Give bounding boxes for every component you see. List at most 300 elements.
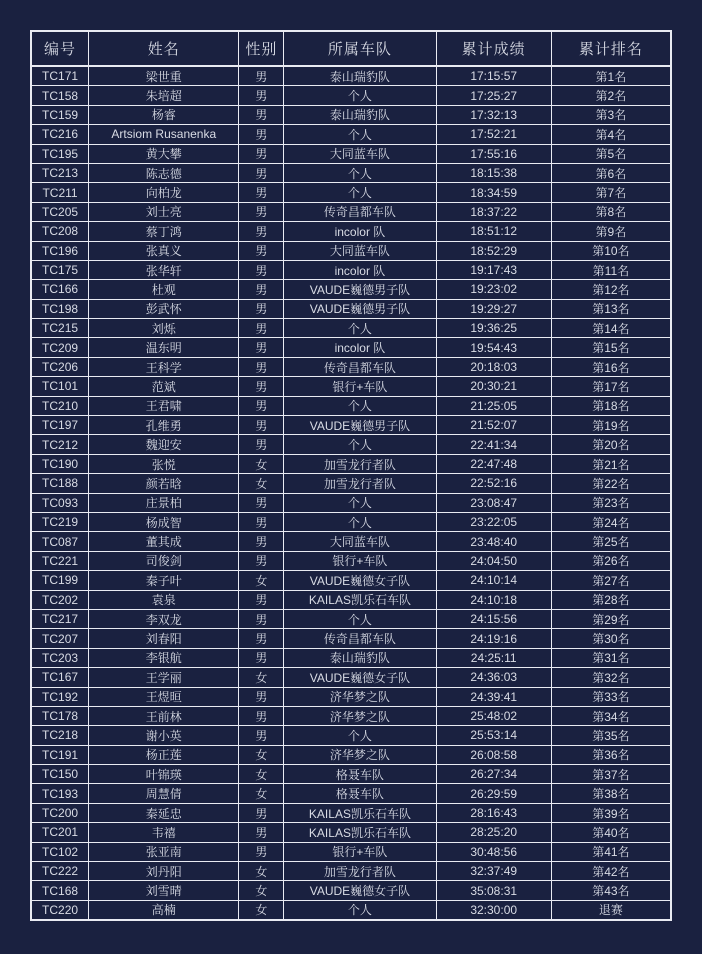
- cell-team: 泰山瑞豹队: [284, 648, 436, 667]
- col-header-team: 所属车队: [284, 31, 436, 66]
- table-row: [31, 803, 671, 822]
- table-row: [31, 629, 671, 648]
- cell-name: 刘士亮: [89, 202, 239, 221]
- cell-gender: 男: [239, 435, 284, 454]
- cell-id: TC211: [31, 183, 89, 202]
- cell-gender: 男: [239, 609, 284, 628]
- cell-time: 22:47:48: [436, 454, 551, 473]
- cell-gender: 男: [239, 590, 284, 609]
- cell-team: 个人: [284, 319, 436, 338]
- cell-id: TC087: [31, 532, 89, 551]
- cell-rank: 第2名: [551, 86, 671, 105]
- table-row: [31, 590, 671, 609]
- cell-gender: 男: [239, 319, 284, 338]
- cell-id: TC188: [31, 474, 89, 493]
- cell-rank: 第15名: [551, 338, 671, 357]
- cell-time: 19:23:02: [436, 280, 551, 299]
- cell-time: 26:08:58: [436, 745, 551, 764]
- cell-time: 30:48:56: [436, 842, 551, 861]
- cell-time: 20:30:21: [436, 377, 551, 396]
- cell-rank: 第19名: [551, 416, 671, 435]
- cell-name: 高楠: [89, 900, 239, 920]
- table-row: [31, 416, 671, 435]
- cell-team: 个人: [284, 726, 436, 745]
- cell-time: 32:30:00: [436, 900, 551, 920]
- cell-time: 32:37:49: [436, 862, 551, 881]
- col-header-gender: 性别: [239, 31, 284, 66]
- table-row: [31, 900, 671, 920]
- cell-gender: 男: [239, 241, 284, 260]
- cell-time: 17:25:27: [436, 86, 551, 105]
- cell-name: 张悦: [89, 454, 239, 473]
- cell-team: VAUDE巍德女子队: [284, 571, 436, 590]
- table-row: [31, 338, 671, 357]
- table-row: [31, 260, 671, 279]
- cell-team: 个人: [284, 163, 436, 182]
- cell-team: 泰山瑞豹队: [284, 105, 436, 124]
- cell-team: 格聂车队: [284, 784, 436, 803]
- cell-gender: 男: [239, 532, 284, 551]
- cell-team: VAUDE巍德女子队: [284, 668, 436, 687]
- table-row: [31, 435, 671, 454]
- cell-time: 28:16:43: [436, 803, 551, 822]
- cell-gender: 男: [239, 144, 284, 163]
- cell-time: 18:15:38: [436, 163, 551, 182]
- cell-id: TC198: [31, 299, 89, 318]
- cell-time: 17:55:16: [436, 144, 551, 163]
- cell-rank: 第16名: [551, 357, 671, 376]
- cell-team: VAUDE巍德男子队: [284, 299, 436, 318]
- cell-rank: 第9名: [551, 222, 671, 241]
- cell-id: TC222: [31, 862, 89, 881]
- cell-rank: 第1名: [551, 66, 671, 86]
- cell-team: KAILAS凯乐石车队: [284, 590, 436, 609]
- cell-gender: 男: [239, 493, 284, 512]
- cell-rank: 第32名: [551, 668, 671, 687]
- cell-id: TC167: [31, 668, 89, 687]
- cell-name: 刘丹阳: [89, 862, 239, 881]
- cell-time: 24:04:50: [436, 551, 551, 570]
- cell-id: TC205: [31, 202, 89, 221]
- cell-gender: 男: [239, 396, 284, 415]
- cell-time: 25:53:14: [436, 726, 551, 745]
- cell-team: 加雪龙行者队: [284, 474, 436, 493]
- cell-gender: 女: [239, 571, 284, 590]
- table-row: [31, 241, 671, 260]
- cell-team: KAILAS凯乐石车队: [284, 803, 436, 822]
- table-row: [31, 881, 671, 900]
- cell-gender: 男: [239, 105, 284, 124]
- cell-id: TC220: [31, 900, 89, 920]
- cell-id: TC171: [31, 66, 89, 86]
- table-row: [31, 86, 671, 105]
- cell-name: 张华轩: [89, 260, 239, 279]
- cell-id: TC192: [31, 687, 89, 706]
- cell-rank: 第21名: [551, 454, 671, 473]
- cell-name: 杨成智: [89, 512, 239, 531]
- col-header-rank: 累计排名: [551, 31, 671, 66]
- cell-name: 王君啸: [89, 396, 239, 415]
- cell-rank: 退赛: [551, 900, 671, 920]
- cell-rank: 第12名: [551, 280, 671, 299]
- cell-name: 杨睿: [89, 105, 239, 124]
- cell-time: 17:32:13: [436, 105, 551, 124]
- cell-id: TC178: [31, 706, 89, 725]
- cell-rank: 第27名: [551, 571, 671, 590]
- cell-team: 加雪龙行者队: [284, 454, 436, 473]
- cell-team: 银行+车队: [284, 551, 436, 570]
- table-row: [31, 144, 671, 163]
- cell-gender: 女: [239, 454, 284, 473]
- cell-rank: 第24名: [551, 512, 671, 531]
- cell-rank: 第41名: [551, 842, 671, 861]
- cell-team: incolor 队: [284, 338, 436, 357]
- cell-name: 杜观: [89, 280, 239, 299]
- cell-id: TC150: [31, 765, 89, 784]
- cell-name: 向柏龙: [89, 183, 239, 202]
- table-row: [31, 163, 671, 182]
- cell-name: 秦延忠: [89, 803, 239, 822]
- cell-gender: 男: [239, 66, 284, 86]
- cell-id: TC216: [31, 125, 89, 144]
- cell-id: TC093: [31, 493, 89, 512]
- cell-gender: 男: [239, 706, 284, 725]
- cell-rank: 第22名: [551, 474, 671, 493]
- cell-id: TC202: [31, 590, 89, 609]
- cell-id: TC215: [31, 319, 89, 338]
- cell-time: 24:36:03: [436, 668, 551, 687]
- cell-name: 庄景柏: [89, 493, 239, 512]
- cell-rank: 第3名: [551, 105, 671, 124]
- table-row: [31, 745, 671, 764]
- cell-time: 24:10:14: [436, 571, 551, 590]
- table-row: [31, 280, 671, 299]
- cell-team: 大同蓝车队: [284, 532, 436, 551]
- cell-gender: 男: [239, 280, 284, 299]
- cell-name: 李双龙: [89, 609, 239, 628]
- cell-name: 颜若晗: [89, 474, 239, 493]
- cell-gender: 男: [239, 299, 284, 318]
- cell-rank: 第30名: [551, 629, 671, 648]
- table-row: [31, 726, 671, 745]
- cell-time: 25:48:02: [436, 706, 551, 725]
- table-row: [31, 396, 671, 415]
- results-table-header: [31, 31, 671, 66]
- cell-team: 济华梦之队: [284, 706, 436, 725]
- table-row: [31, 823, 671, 842]
- table-row: [31, 668, 671, 687]
- cell-gender: 女: [239, 862, 284, 881]
- cell-name: 杨正莲: [89, 745, 239, 764]
- cell-rank: 第11名: [551, 260, 671, 279]
- table-row: [31, 512, 671, 531]
- cell-name: 魏迎安: [89, 435, 239, 454]
- cell-name: 周慧倩: [89, 784, 239, 803]
- cell-name: 张真义: [89, 241, 239, 260]
- table-row: [31, 687, 671, 706]
- cell-name: 叶锦瑛: [89, 765, 239, 784]
- cell-gender: 男: [239, 260, 284, 279]
- table-row: [31, 648, 671, 667]
- cell-gender: 女: [239, 784, 284, 803]
- cell-time: 21:25:05: [436, 396, 551, 415]
- cell-time: 23:08:47: [436, 493, 551, 512]
- cell-id: TC210: [31, 396, 89, 415]
- table-row: [31, 299, 671, 318]
- cell-gender: 女: [239, 900, 284, 920]
- cell-team: VAUDE巍德男子队: [284, 416, 436, 435]
- cell-time: 26:27:34: [436, 765, 551, 784]
- cell-rank: 第40名: [551, 823, 671, 842]
- cell-time: 19:17:43: [436, 260, 551, 279]
- cell-id: TC206: [31, 357, 89, 376]
- cell-gender: 男: [239, 222, 284, 241]
- cell-gender: 男: [239, 86, 284, 105]
- cell-team: 银行+车队: [284, 842, 436, 861]
- cell-id: TC101: [31, 377, 89, 396]
- cell-gender: 女: [239, 745, 284, 764]
- cell-name: 司俊剑: [89, 551, 239, 570]
- cell-id: TC213: [31, 163, 89, 182]
- cell-time: 17:15:57: [436, 66, 551, 86]
- table-row: [31, 784, 671, 803]
- cell-id: TC207: [31, 629, 89, 648]
- cell-team: KAILAS凯乐石车队: [284, 823, 436, 842]
- cell-id: TC208: [31, 222, 89, 241]
- cell-name: 谢小英: [89, 726, 239, 745]
- cell-gender: 男: [239, 357, 284, 376]
- cell-rank: 第33名: [551, 687, 671, 706]
- table-row: [31, 319, 671, 338]
- cell-id: TC203: [31, 648, 89, 667]
- cell-rank: 第39名: [551, 803, 671, 822]
- cell-time: 22:41:34: [436, 435, 551, 454]
- cell-team: 大同蓝车队: [284, 241, 436, 260]
- cell-id: TC201: [31, 823, 89, 842]
- table-row: [31, 571, 671, 590]
- cell-name: 朱培超: [89, 86, 239, 105]
- cell-team: 传奇昌都车队: [284, 202, 436, 221]
- cell-rank: 第31名: [551, 648, 671, 667]
- cell-name: 黄大攀: [89, 144, 239, 163]
- cell-team: incolor 队: [284, 222, 436, 241]
- table-row: [31, 765, 671, 784]
- cell-rank: 第17名: [551, 377, 671, 396]
- cell-id: TC209: [31, 338, 89, 357]
- cell-name: 韦禧: [89, 823, 239, 842]
- cell-rank: 第5名: [551, 144, 671, 163]
- cell-id: TC217: [31, 609, 89, 628]
- cell-time: 19:36:25: [436, 319, 551, 338]
- cell-time: 35:08:31: [436, 881, 551, 900]
- cell-rank: 第8名: [551, 202, 671, 221]
- cell-time: 24:25:11: [436, 648, 551, 667]
- cell-rank: 第34名: [551, 706, 671, 725]
- cell-name: 蔡丁鸿: [89, 222, 239, 241]
- cell-id: TC175: [31, 260, 89, 279]
- cell-id: TC166: [31, 280, 89, 299]
- cell-time: 18:51:12: [436, 222, 551, 241]
- cell-rank: 第26名: [551, 551, 671, 570]
- cell-time: 24:19:16: [436, 629, 551, 648]
- cell-gender: 男: [239, 183, 284, 202]
- table-row: [31, 105, 671, 124]
- cell-time: 19:29:27: [436, 299, 551, 318]
- cell-name: 袁泉: [89, 590, 239, 609]
- cell-rank: 第38名: [551, 784, 671, 803]
- cell-name: 温东明: [89, 338, 239, 357]
- cell-name: 陈志德: [89, 163, 239, 182]
- cell-time: 19:54:43: [436, 338, 551, 357]
- table-row: [31, 706, 671, 725]
- table-row: [31, 862, 671, 881]
- cell-rank: 第10名: [551, 241, 671, 260]
- cell-time: 24:39:41: [436, 687, 551, 706]
- cell-team: 个人: [284, 183, 436, 202]
- cell-rank: 第37名: [551, 765, 671, 784]
- table-row: [31, 66, 671, 86]
- cell-rank: 第35名: [551, 726, 671, 745]
- cell-gender: 男: [239, 338, 284, 357]
- cell-name: 梁世重: [89, 66, 239, 86]
- header-row: [31, 31, 671, 66]
- cell-gender: 男: [239, 551, 284, 570]
- cell-time: 24:10:18: [436, 590, 551, 609]
- cell-time: 21:52:07: [436, 416, 551, 435]
- cell-name: 彭武怀: [89, 299, 239, 318]
- cell-gender: 男: [239, 823, 284, 842]
- cell-gender: 男: [239, 629, 284, 648]
- cell-time: 18:37:22: [436, 202, 551, 221]
- table-row: [31, 125, 671, 144]
- cell-time: 22:52:16: [436, 474, 551, 493]
- cell-gender: 男: [239, 163, 284, 182]
- cell-team: VAUDE巍德男子队: [284, 280, 436, 299]
- cell-time: 28:25:20: [436, 823, 551, 842]
- cell-team: 格聂车队: [284, 765, 436, 784]
- table-row: [31, 377, 671, 396]
- cell-name: 王科学: [89, 357, 239, 376]
- cell-rank: 第28名: [551, 590, 671, 609]
- cell-rank: 第29名: [551, 609, 671, 628]
- cell-name: 王煜晅: [89, 687, 239, 706]
- cell-team: 加雪龙行者队: [284, 862, 436, 881]
- col-header-name: 姓名: [89, 31, 239, 66]
- cell-gender: 女: [239, 765, 284, 784]
- cell-rank: 第20名: [551, 435, 671, 454]
- cell-gender: 男: [239, 125, 284, 144]
- cell-time: 26:29:59: [436, 784, 551, 803]
- cell-id: TC199: [31, 571, 89, 590]
- cell-id: TC158: [31, 86, 89, 105]
- cell-gender: 女: [239, 474, 284, 493]
- cell-id: TC195: [31, 144, 89, 163]
- table-row: [31, 493, 671, 512]
- cell-team: 个人: [284, 86, 436, 105]
- results-table: [30, 30, 672, 921]
- cell-gender: 男: [239, 202, 284, 221]
- cell-name: 范斌: [89, 377, 239, 396]
- cell-id: TC193: [31, 784, 89, 803]
- results-table-body: [31, 66, 671, 920]
- cell-team: 个人: [284, 512, 436, 531]
- table-row: [31, 551, 671, 570]
- cell-team: 银行+车队: [284, 377, 436, 396]
- cell-team: 大同蓝车队: [284, 144, 436, 163]
- cell-name: 王学丽: [89, 668, 239, 687]
- cell-id: TC159: [31, 105, 89, 124]
- table-row: [31, 202, 671, 221]
- cell-gender: 男: [239, 512, 284, 531]
- table-row: [31, 532, 671, 551]
- cell-time: 18:52:29: [436, 241, 551, 260]
- cell-rank: 第43名: [551, 881, 671, 900]
- cell-team: incolor 队: [284, 260, 436, 279]
- cell-rank: 第23名: [551, 493, 671, 512]
- cell-rank: 第13名: [551, 299, 671, 318]
- cell-team: 个人: [284, 493, 436, 512]
- cell-id: TC219: [31, 512, 89, 531]
- cell-team: 个人: [284, 900, 436, 920]
- cell-gender: 男: [239, 803, 284, 822]
- cell-rank: 第42名: [551, 862, 671, 881]
- cell-team: 个人: [284, 609, 436, 628]
- table-row: [31, 474, 671, 493]
- cell-name: 秦子叶: [89, 571, 239, 590]
- cell-id: TC197: [31, 416, 89, 435]
- table-row: [31, 222, 671, 241]
- cell-name: 刘雪晴: [89, 881, 239, 900]
- cell-gender: 女: [239, 881, 284, 900]
- cell-team: 个人: [284, 396, 436, 415]
- table-row: [31, 357, 671, 376]
- cell-team: 传奇昌都车队: [284, 629, 436, 648]
- table-row: [31, 454, 671, 473]
- cell-id: TC196: [31, 241, 89, 260]
- cell-id: TC168: [31, 881, 89, 900]
- cell-team: VAUDE巍德女子队: [284, 881, 436, 900]
- cell-team: 个人: [284, 435, 436, 454]
- cell-team: 济华梦之队: [284, 687, 436, 706]
- cell-id: TC200: [31, 803, 89, 822]
- cell-name: 王前林: [89, 706, 239, 725]
- cell-team: 泰山瑞豹队: [284, 66, 436, 86]
- cell-id: TC218: [31, 726, 89, 745]
- cell-id: TC221: [31, 551, 89, 570]
- cell-name: 张亚南: [89, 842, 239, 861]
- table-row: [31, 609, 671, 628]
- cell-time: 17:52:21: [436, 125, 551, 144]
- cell-name: 李银航: [89, 648, 239, 667]
- cell-name: 刘春阳: [89, 629, 239, 648]
- cell-rank: 第36名: [551, 745, 671, 764]
- cell-name: 孔维勇: [89, 416, 239, 435]
- cell-gender: 女: [239, 668, 284, 687]
- cell-time: 23:22:05: [436, 512, 551, 531]
- cell-rank: 第18名: [551, 396, 671, 415]
- col-header-id: 编号: [31, 31, 89, 66]
- cell-rank: 第4名: [551, 125, 671, 144]
- cell-gender: 男: [239, 648, 284, 667]
- cell-time: 23:48:40: [436, 532, 551, 551]
- cell-time: 20:18:03: [436, 357, 551, 376]
- cell-name: Artsiom Rusanenka: [89, 125, 239, 144]
- cell-id: TC212: [31, 435, 89, 454]
- cell-gender: 男: [239, 726, 284, 745]
- cell-id: TC102: [31, 842, 89, 861]
- table-row: [31, 183, 671, 202]
- cell-rank: 第7名: [551, 183, 671, 202]
